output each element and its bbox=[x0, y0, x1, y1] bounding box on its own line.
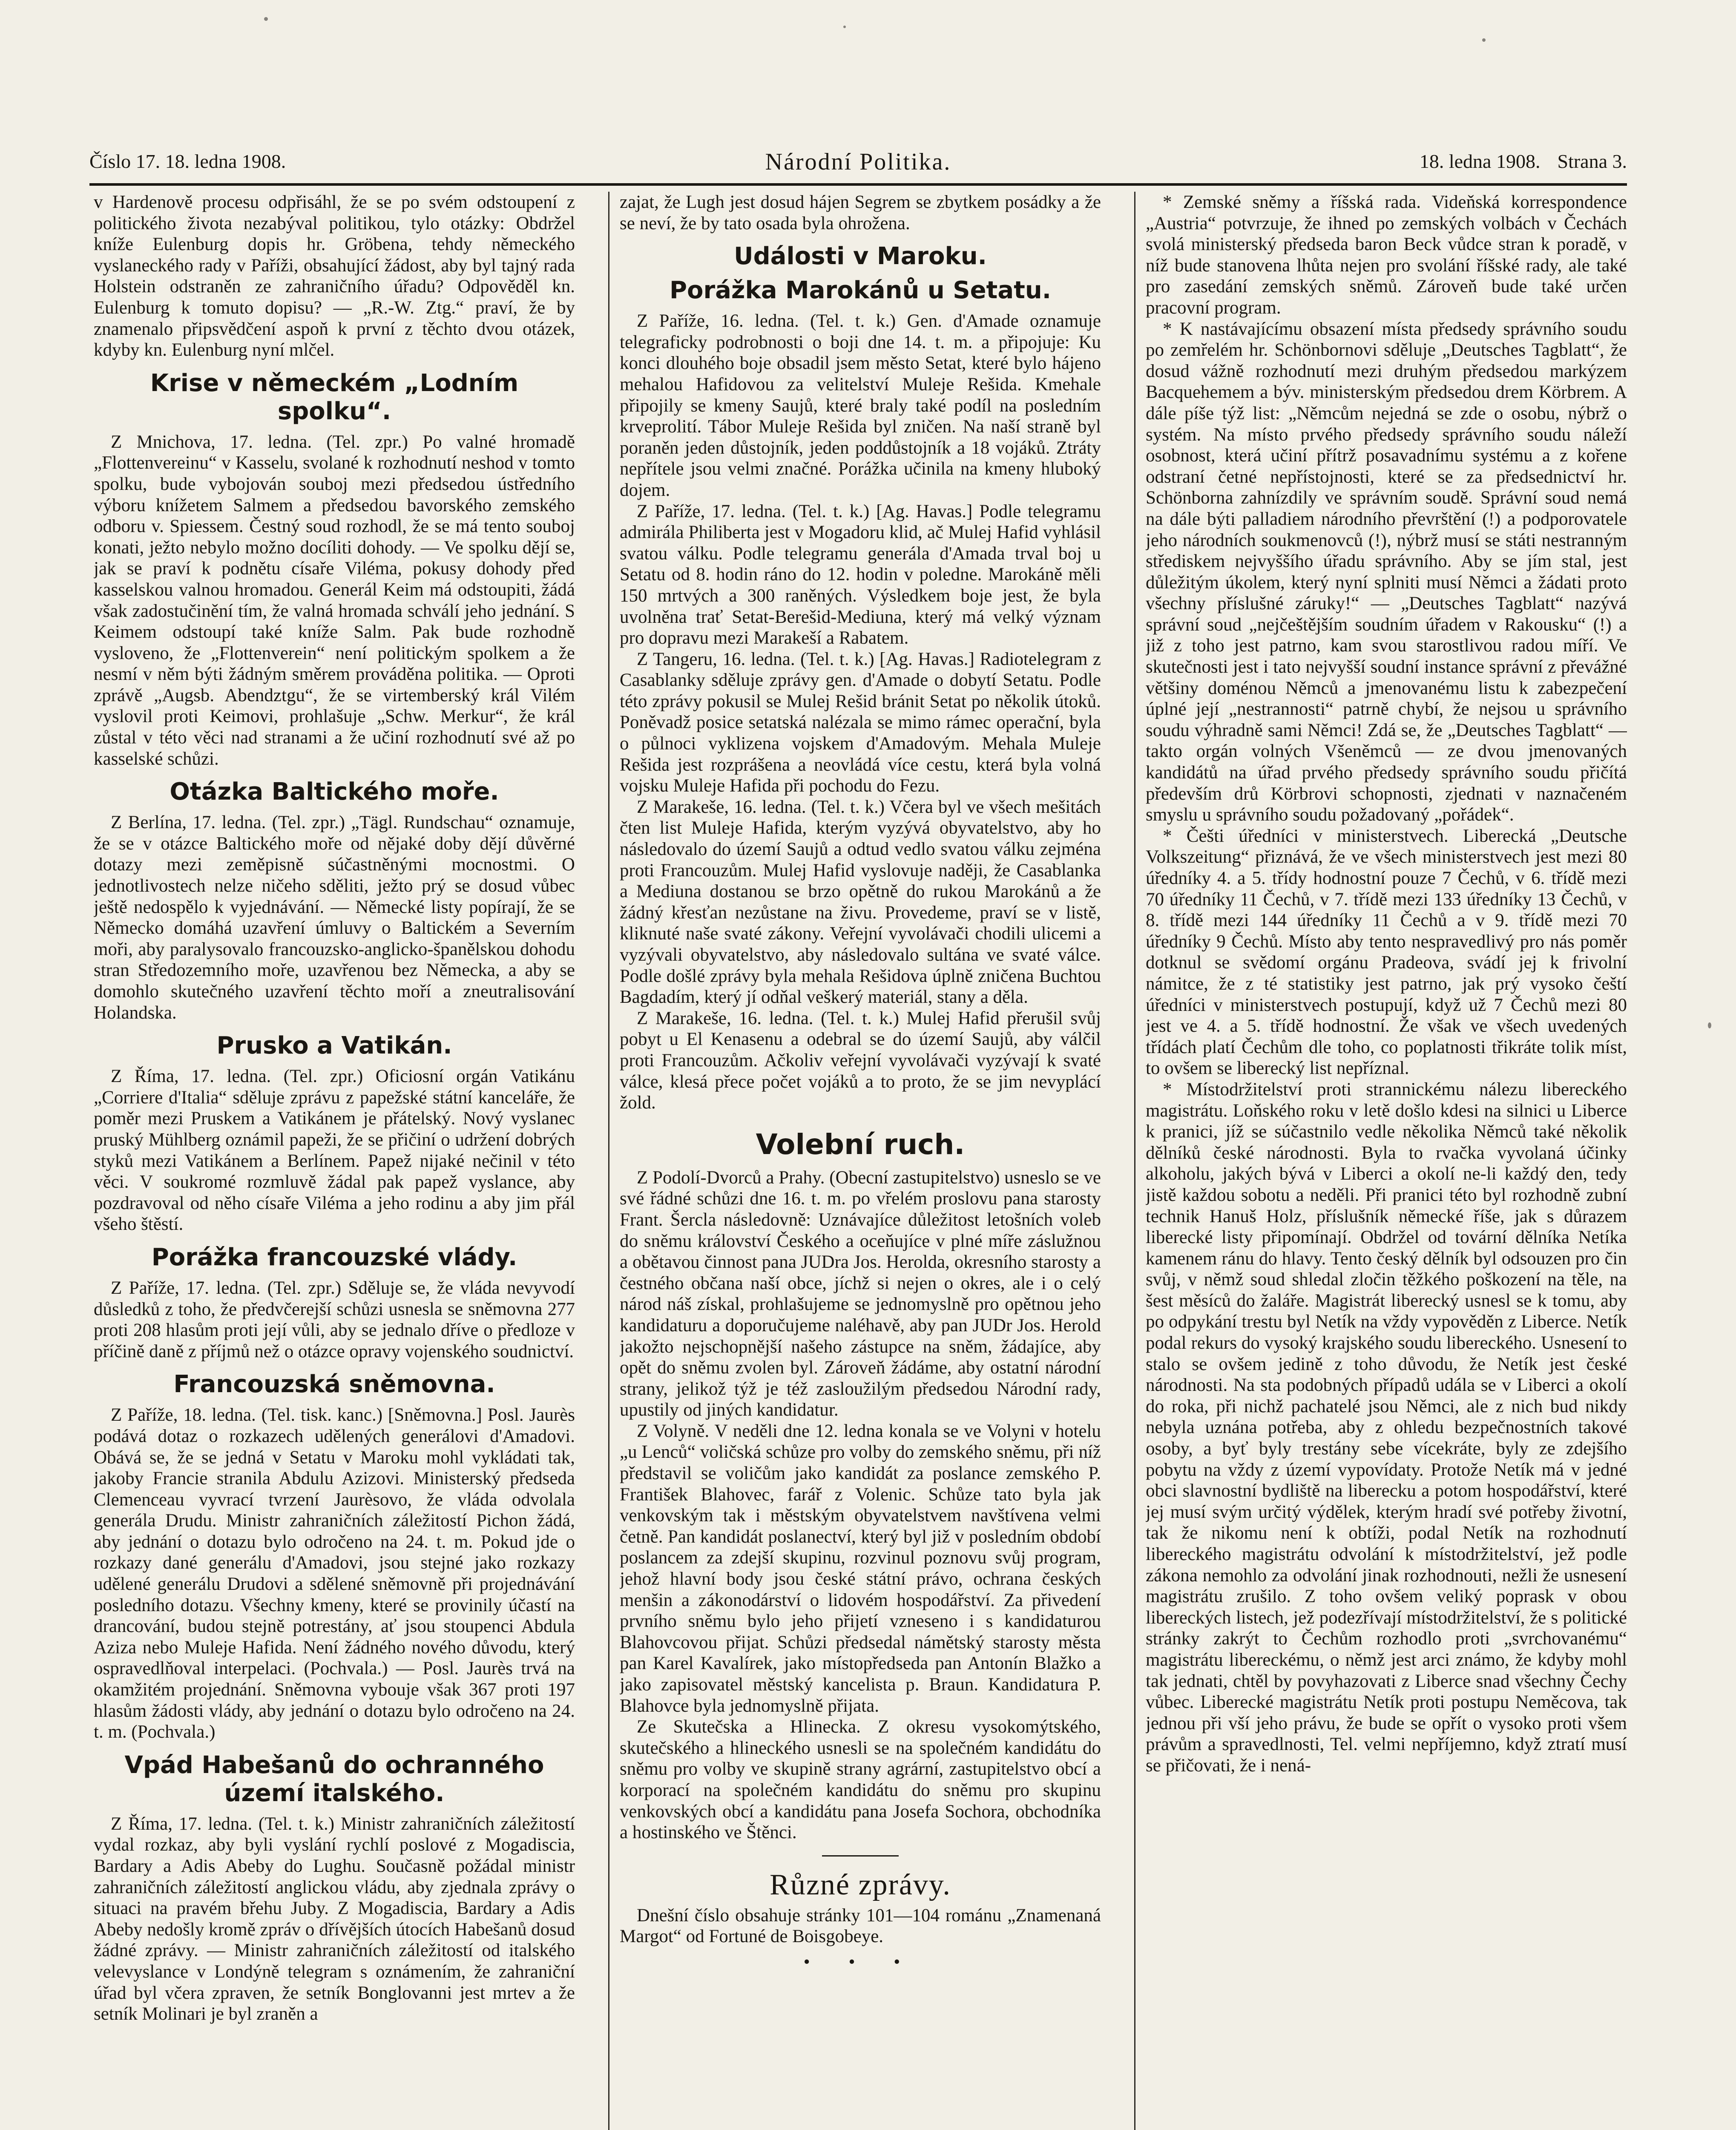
column-2 bbox=[620, 192, 1101, 2130]
headline-prusko-vatikan: Prusko a Vatikán. bbox=[216, 1032, 452, 1060]
running-header bbox=[89, 150, 1627, 176]
article-francouzska-snemovna: Z Paříže, 18. ledna. (Tel. tisk. kanc.) [Sněmovna.] Posl. Jaurès podává dotaz o rozkazech udělených generálovi d'Amadovi. Obává se, že se jedná v Setatu v Maroku mohl vykládati tak, jakoby Francie stranila Abdulu Azizovi. Ministerský předseda Clemenceau vyvrací tvrzení Jaurèsovo, že vláda odvolala generála Drudu. Ministr zahraničních záležitostí Pichon žádá, aby jednání o dotazu bylo odročeno na 24. t. m. Pokud jde o rozkazy dané generálu d'Amadovi, jsou stejné jako rozkazy udělené generálu Drudovi a sdělené sněmovně při projednávání posledního dotazu. Všechny kmeny, které se provinily účastí na drancování, budou stejně potrestány, ať jsou stoupenci Abdula Aziza nebo Muleje Hafida. Není žádného nového důvodu, který ospravedlňoval interpelaci. (Pochvala.) — Posl. Jaurès trvá na okamžitém projednání. Sněmovna vybouje však 367 proti 197 hlasům žádosti vlády, aby jednání o dotazu bylo odročeno na 24. t. m. (Pochvala.) bbox=[94, 1405, 575, 1742]
subheadline-porazka-marokanu: Porážka Marokánů u Setatu. bbox=[669, 276, 1052, 305]
column-3 bbox=[1146, 192, 1627, 2130]
article-volebni-1: Z Podolí-Dvorců a Prahy. (Obecní zastupitelstvo) usneslo se ve své řádné schůzi dne 16. t. m. po vřelém proslovu pana starosty Frant. Šercla následovně: Uznávajíce důležitost letošních voleb do sněmu království Českého a oceňujíce v plné míře záslužnou a obětavou činnost pana JUDra Jos. Herolda, okresního starosty a čestného občana naší obce, jíchž si nejen o okres, ale i o celý národ náš získal, prohlašujeme se jednomyslně pro opětnou jeho kandidaturu a doporučujeme naléhavě, aby pan JUDr Jos. Herold jakožto nejschopnější našeho zástupce na sněm, žádajíce, aby opět do sněmu zvolen byl. Zároveň žádáme, aby ostatní národní strany, jelikož týž je též zasloužilým předsedou Národní rady, upustily od jiných kandidatur. bbox=[620, 1167, 1101, 1420]
scan-speck bbox=[843, 26, 846, 28]
article-cesti-urednici: * Češti úředníci v ministerstvech. Liberecká „Deutsche Volkszeitung“ přiznává, že ve všech ministerstvech jest mezi 80 úředníky 4. a 5. třídy hodnostní pouze 7 Čechů, v 6. třídě mezi 70 úředníky 11 Čechů, v 7. třídě mezi 133 úředníky 13 Čechů, v 8. třídě mezi 144 úředníky 11 Čechů a v 9. třídě mezi 70 úředníky 9 Čechů. Místo aby tento nespravedlivý pro nás poměr dotknul se svědomí orgánu Pradeova, svádí jej k frivolní námitce, že z té statistiky jest patrno, jak prý vysoko čeští úředníci v ministerstvech postupují, když už 7 Čechů mezi 80 jest ve 4. a 5. třídě hodnostní. Že však ve všech uvedených třídách platí Čechům dle toho, co poplatnosti třikráte tolik míst, to ovšem se liberecký list nepříznal. bbox=[1146, 826, 1627, 1079]
scan-speck bbox=[1708, 1022, 1711, 1028]
column-rule bbox=[608, 192, 609, 2130]
article-maroko-2: Z Paříže, 17. ledna. (Tel. t. k.) [Ag. Havas.] Podle telegramu admirála Philiberta jest v Mogadoru klid, ač Mulej Hafid vyhlásil svatou válku. Podle telegramu generála d'Amada trval boj u Setatu od 8. hodin ráno do 12. hodin v poledne. Marokáně měli 150 mrtvých a 300 raněných. Výsledkem boje jest, že byla uvolněna trať Setat-Berešid-Mediuna, který má velký význam pro dopravu mezi Marakeší a Rabatem. bbox=[620, 501, 1101, 648]
article-porazka-vlady: Z Paříže, 17. ledna. (Tel. zpr.) Sděluje se, že vláda nevyvodí důsledků z toho, že předvčerejší schůzi usnesla se sněmovna 277 proti 208 hlasům proti její vůli, aby se jednalo dříve o předloze v příčině daně z příjmů než o otázce opravy vojenského soudnictví. bbox=[94, 1278, 575, 1361]
date-and-page bbox=[1403, 150, 1627, 173]
article-vpad-habesanu: Z Říma, 17. ledna. (Tel. t. k.) Ministr zahraničních záležitostí vydal rozkaz, aby byli vyslání rychlí poslové z Mogadiscia, Bardary a Adis Abeby do Lughu. Současně požádal ministr zahraničních záležitostí anglickou vládu, aby zjednala zprávy o situaci na pravém břehu Juby. Z Mogadiscia, Bardary a Adis Abeby nedošly kromě zpráv o dřívějších útocích Habešanů dosud žádné zprávy. — Ministr zahraničních záležitostí od italského velevyslance v Londýně telegram s oznámením, že zahraniční úřad byl včera zpraven, že setník Bonglovanni jest mrtev a že setník Molinari je byl zraněn a bbox=[94, 1813, 575, 2024]
scan-speck bbox=[264, 17, 268, 21]
section-rule bbox=[822, 1855, 899, 1857]
headline-lodni-spolek: Krise v německém „Lodním spolku“. bbox=[150, 369, 519, 425]
article-maroko-1: Z Paříže, 16. ledna. (Tel. t. k.) Gen. d'Amade oznamuje telegraficky podrobnosti o boji dne 14. t. m. a připojuje: Ku konci dlouhého boje obsadil jsem město Setat, které bylo hájeno mehalou Hafidovou za velitelství Muleje Rešida. Kmehale připojily se kmeny Saujů, které braly také podíl na posledním krveprolití. Tábor Muleje Rešida byl zničen. Na naší straně byl poraněn jeden důstojník, jeden poddůstojník a 18 vojáků. Ztráty nepřítele jsou velmi značné. Porážka učinila na kmeny hluboký dojem. bbox=[620, 311, 1101, 500]
article-volebni-2: Z Volyně. V neděli dne 12. ledna konala se ve Volyni v hotelu „u Lenců“ voličská schůze pro volby do zemského sněmu, při níž představil se voličům jako kandidát za poslance zemského P. František Blahovec, farář z Volenic. Schůze tato byla jak venkovským tak i městským obyvatelstvem navštívena velmi četně. Pan kandidát poslanectví, který byl již v posledním období poslancem za zdejší skupinu, rozvinul poznovu svůj program, jehož hlavní body jsou české státní právo, ochrana českých menšin a zákonodárství o lidovém hospodářství. Za přivedení prvního sněmu bylo jeho přijetí vzneseno i s kandidaturou Blahovcovou přijat. Schůzi předsedal námětský starosty města pan Karel Kavalírek, jako místopředseda pan Antonín Blažko a jako zapisovatel městský kancelista p. Braun. Kandidatura P. Blahovce byla jednomyslně přijata. bbox=[620, 1421, 1101, 1716]
article-lodni-spolek: Z Mnichova, 17. ledna. (Tel. zpr.) Po valné hromadě „Flottenvereinu“ v Kasselu, svolané k rozhodnutí neshod v tomto spolku, bude vybojován souboj mezi předsedou ústředního výboru knížetem Salmem a předsedou bavorského zemského odboru v. Spiessem. Čestný soud rozhodl, že se má tento souboj konati, ježto nebylo možno docíliti dohody. — Ve spolku dějí se, jak se praví k podnětu císaře Viléma, pokusy dohody před kasselskou valnou hromadou. Generál Keim má odstoupiti, žádá však zadostučinění tím, že valná hromada schválí jeho jednání. S Keimem odstoupí také kníže Salm. Pak bude rozhodně vysloveno, že „Flottenverein“ není politickým spolkem a že nesmí v něm býti žádným směrem prováděna politika. — Oproti zprávě „Augsb. Abendztgu“, že se virtemberský král Vilém vyslovil proti Keimovi, prohlašuje „Schw. Merkur“, že král zůstal v této věci nad stranami a že učiní rozhodnutí své až po kasselské schůzi. bbox=[94, 432, 575, 769]
article-balticke-more: Z Berlína, 17. ledna. (Tel. zpr.) „Tägl. Rundschau“ oznamuje, že se v otázce Baltického moře od nějaké doby dějí důvěrné dotazy mezi zeměpisně súčastněnými mocnostmi. O jednotlivostech nelze ničeho sděliti, ježto prý se dosud vůbec ještě nedospělo k vyjednávání. — Německé listy popírají, že se Německo domáhá uzavření úmluvy o Baltickém a Severním moři, aby paralysovalo francouzsko-anglicko-španělskou dohodu stran Středozemního moře, uzavřenou bez Německa, a aby se domohlo skutečného uzavření těchto moří a zneutralisování Holandska. bbox=[94, 812, 575, 1023]
notice-feuilleton: Dnešní číslo obsahuje stránky 101—104 románu „Znamenaná Margot“ od Fortuné de Boisgobeye. bbox=[620, 1905, 1101, 1947]
article-continuation: zajat, že Lugh jest dosud hájen Segrem se zbytkem posádky a že se neví, že by tato osada byla ohrožena. bbox=[620, 192, 1101, 233]
newspaper-title: Národní Politika. bbox=[765, 149, 951, 175]
article-spravni-soud: * K nastávajícímu obsazení místa předsedy správního soudu po zemřelém hr. Schönbornovi sděluje „Deutsches Tagblatt“, že dosud vážně rozhodnutí mezi druhým předsedou markýzem Bacquehemem a býv. ministerským předsedou drem Körbrem. A dále píše týž list: „Němcům nejedná se zde o osobu, nýbrž o systém. Na místo prvého předsedy správního soudu náleží osobnost, která učiní přítrž posavadnímu systému a z kořene odstraní četné nepřístojnosti, které se za předsednictví hr. Schönborna zahnízdily ve správním soudě. Správní soud nemá na dále býti palladiem národního převrštění (!) a podporovatele jeho národních soukmenovců (!), nýbrž musí se státi nestranným střediskem nejvyššího úřadu správního. Aby se jím stal, jest důležitým úkolem, který nyní splniti musí Němci a žádati proto všechny příslušné záruky!“ — „Deutsches Tagblatt“ nazývá správní soud „nejčeštějším soudním úřadem v Rakousku“ (!) a již z toho jest patrno, kam svou starostlivou radou míří. Ve skutečnosti jest i tato nejvyšší soudní instance správní z převážné většiny doménou Němců a jmenovanému listu k zabezpečení úplné její „nestrannosti“ patrně chybí, že nejsou u správního soudu výhradně sami Němci! Zdá se, že „Deutsches Tagblatt“ — takto orgán volných Všeněmců — ze dvou jmenovaných kandidátů na úřad prvého předsedy správního soudu přičítá především drů Körbrovi schopnosti, zjednati v naznačeném smyslu u správního soudu požadovaný „pořádek“. bbox=[1146, 319, 1627, 825]
issue-date: 18. ledna 1908. bbox=[1419, 150, 1541, 172]
column-1 bbox=[94, 192, 575, 2130]
scan-speck bbox=[1482, 38, 1486, 42]
headline-vpad-habesanu: Vpád Habešanů do ochranného území italského. bbox=[124, 1751, 544, 1807]
article-prusko-vatikan: Z Říma, 17. ledna. (Tel. zpr.) Oficiosní orgán Vatikánu „Corriere d'Italia“ sděluje zprávu z papežské státní kanceláře, že poměr mezi Pruskem a Vatikánem je přátelský. Nový vyslanec pruský Mühlberg oznámil papeži, že se přičiní o udržení dobrých styků mezi Vatikánem a Berlínem. Papež nijaké nečinil v této věci. V soukromé rozmluvě žádal pak papež vyslance, aby pozdravoval od něho císaře Viléma a jeho rodinu a aby jim přál všeho štěstí. bbox=[94, 1066, 575, 1235]
headline-francouzska-snemovna: Francouzská sněmovna. bbox=[173, 1370, 495, 1399]
separator-dots: • • • bbox=[803, 1952, 917, 1972]
column-rule bbox=[1134, 192, 1135, 2130]
article-zemske-snemy: * Zemské sněmy a říšská rada. Videňská korrespondence „Austria“ potvrzuje, že ihned po zemských volbách v Čechách svolá ministerský předseda baron Beck vůdce stran k poradě, v níž bude stanovena lhůta nejen pro svolání říšské rady, ale také pro zasedání zemských sněmů. Zároveň bude také určen pracovní program. bbox=[1146, 192, 1627, 318]
header-rule bbox=[89, 183, 1627, 186]
page-number: Strana 3. bbox=[1557, 150, 1627, 172]
headline-porazka-vlady: Porážka francouzské vlády. bbox=[151, 1243, 517, 1271]
article-maroko-3: Z Tangeru, 16. ledna. (Tel. t. k.) [Ag. Havas.] Radiotelegram z Casablanky sděluje zprávy gen. d'Amade o dobytí Setatu. Podle této zprávy pokusil se Mulej Rešid bránit Setat po několik útoků. Poněvadž posice setatská nalézala se mimo rámec operační, byla o půlnoci vyklizena vojskem d'Amadovým. Mehala Muleje Rešida jest rozprášena a neovládá více cestu, která byla volná vojsku Muleje Hafida při pochodu do Fezu. bbox=[620, 649, 1101, 796]
headline-udalosti-maroko: Události v Maroku. bbox=[734, 242, 987, 271]
headline-ruzne-zpravy: Různé zprávy. bbox=[770, 1868, 951, 1901]
issue-number: Číslo 17. 18. ledna 1908. bbox=[89, 150, 286, 172]
headline-volebni-ruch: Volební ruch. bbox=[756, 1128, 965, 1161]
article-volebni-3: Ze Skutečska a Hlinecka. Z okresu vysokomýtského, skutečského a hlineckého usnesli se na společném kandidátu do sněmu pro volby ve skupině strany agrární, zastupitelstvo obcí a korporací na společném kandidátu do sněmu pro skupinu venkovských obcí a kandidátu pana Josefa Sochora, obchodníka a hostinského ve Štěnci. bbox=[620, 1717, 1101, 1843]
headline-balticke-more: Otázka Baltického moře. bbox=[170, 778, 499, 806]
article-mistodrzitelstvi: * Místodržitelství proti strannickému nálezu libereckého magistrátu. Loňského roku v letě došlo kdesi na silnici u Liberce k pranici, jíž se súčastnilo vedle několika Němců také několik dělníků české národnosti. Byla to rvačka vyvolaná účinky alkoholu, jakých bývá v Liberci a okolí ne-li každý den, tedy jistě každou sobotu a neděli. Při pranici této byl rozhodně zubní technik Hanuš Holz, příslušník německé říše, jak s důrazem liberecké listy připomínají. Obdržel od tovární dělníka Netíka kamenem ránu do hlavy. Tento český dělník byl odsouzen pro čin svůj, v němž soud shledal zločin těžkého poškození na těle, na šest měsíců do žaláře. Magistrát liberecký usnesl se k tomu, aby po odpykání trestu byl Netík na vždy vypověděn z Liberce. Netík podal rekurs do vysoký krajského soudu libereckého. Usnesení to stalo se ovšem jedině z toho důvodu, že Netík jest české národnosti. Na sta podobných případů udála se v Liberci a okolí do roka, při nichž pachatelé jsou Němci, ale z nich bud nikdy nebyla uznána potřeba, aby z ohledu bezpečnostních takové osoby, a byť byly trestány sebe vícekráte, byly ze zdejšího pobytu na vždy z území vypovídaty. Protože Netík má v jedné obci slavnostní bydliště na liberecku a potom hospodářství, které jej musí svým určitý výdělek, kterým hradí své potřeby životní, tak že nikomu není k obtíži, podal Netík na rozhodnutí libereckého magistrátu odvolání k místodržitelství, jež podle zákona nemohlo za odvolání jinak rozhodnouti, nežli že usnesení magistrátu zrušilo. Z toho ovšem veliký poprask v obou libereckých listech, jež podezřívají místodržitelství, že s politické stránky zakrýt to Čechům rozhodlo proti „svrchovanému“ magistrátu libereckému, o němž jest arci známo, že kdyby mohl tak jednati, chtěl by povyhazovati z Liberce snad všechny Čechy vůbec. Liberecké magistrátu Netík proti postupu Neměcova, tak jednou při vší jeho právu, že bude se opřít o vysoko proti všem právům a spravedlnosti, Tel. velmi nepříjemno, když ztratí musí se přičovati, že i nená- bbox=[1146, 1079, 1627, 1776]
article-maroko-4: Z Marakeše, 16. ledna. (Tel. t. k.) Včera byl ve všech mešitách čten list Muleje Hafida, kterým vyzývá obyvatelstvo, aby ho následovalo do území Saujů a odtud vedlo svatou válku zejména proti Francouzům. Mulej Hafid vyslovuje naději, že Casablanka a Mediuna dostanou se brzo opětně do rukou Marokánů a že žádný křesťan nezůstane na živu. Provedeme, praví se v listě, kliknuté naše svaté zákony. Veřejní vyvolávači chodili ulicemi a vyzývali obyvatelstvo, aby následovalo sultána ve svaté válce. Podle došlé zprávy byla mehala Rešidova úplně zničena Buchtou Bagdadím, který jí odňal veškerý materiál, stany a děla. bbox=[620, 797, 1101, 1007]
article-maroko-5: Z Marakeše, 16. ledna. (Tel. t. k.) Mulej Hafid přerušil svůj pobyt u El Kenasenu a odebral se do území Saujů, aby válčil proti Francouzům. Ačkoliv veřejní vyvolávači vyzývají k svaté válce, klesá přece počet vojáků a to proto, že se jim nevyplácí žold. bbox=[620, 1008, 1101, 1113]
article-continuation: v Hardenově procesu odpřisáhl, že se po svém odstoupení z politického života nezabýval politikou, tylo otázky: Obdržel kníže Eulenburg dopis hr. Gröbena, tehdy německého vyslaneckého rady v Paříži, obsahující žádost, aby byl tajný rada Holstein odstraněn ze zahraničního úřadu? Odpověděl kn. Eulenburg k tomuto dopisu? — „R.-W. Ztg.“ praví, že by znamenalo připsvědčení aspoň k první z těchto dvou otázek, kdyby kn. Eulenburg nyní mlčel. bbox=[94, 192, 575, 360]
